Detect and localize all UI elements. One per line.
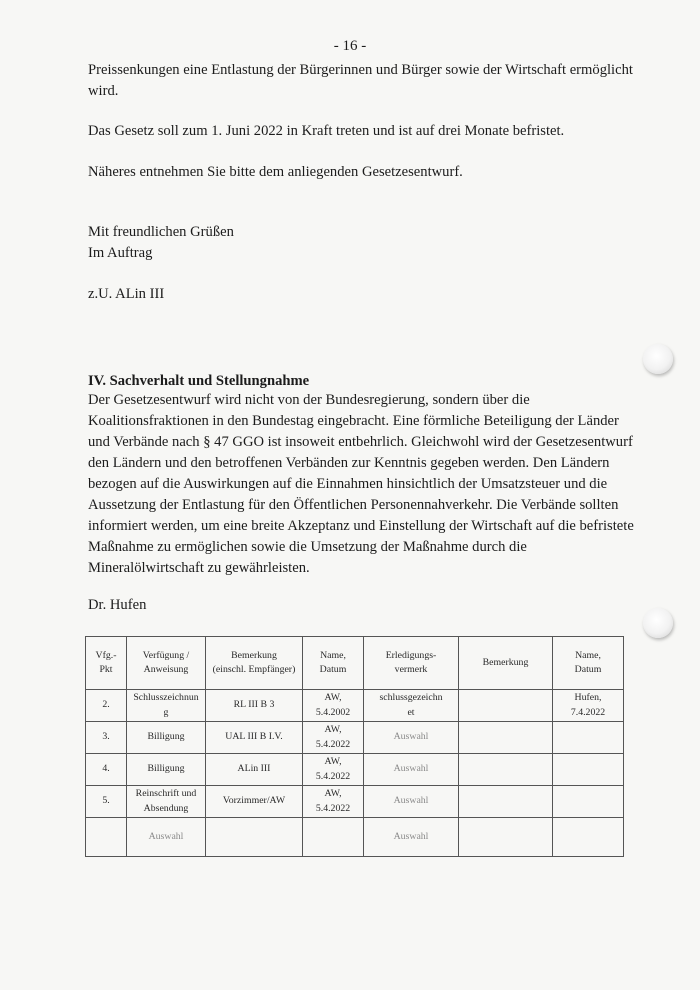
table-cell: Billigung xyxy=(127,722,206,754)
table-cell: 5. xyxy=(86,786,127,818)
section-line: Maßnahme zu ermöglichen sowie die Umsetzung der Maßnahme durch die xyxy=(88,539,527,555)
table-row xyxy=(86,754,624,786)
closing-auftrag: Im Auftrag xyxy=(88,245,153,261)
auswahl-dropdown[interactable]: Auswahl xyxy=(364,722,459,754)
punch-hole xyxy=(643,344,673,374)
table-row xyxy=(86,818,624,857)
table-cell xyxy=(206,818,303,857)
table-cell xyxy=(86,818,127,857)
table-cell: 4. xyxy=(86,754,127,786)
table-row xyxy=(86,722,624,754)
section-line: bezogen auf die Auswirkungen auf die Einnahmen hinsichtlich der Umsatzsteuer und die xyxy=(88,476,608,492)
author-name: Dr. Hufen xyxy=(88,597,147,613)
table-cell: Billigung xyxy=(127,754,206,786)
section-heading: IV. Sachverhalt und Stellungnahme xyxy=(88,373,310,389)
table-cell: 2. xyxy=(86,690,127,722)
closing-signer: z.U. ALin III xyxy=(88,286,165,302)
header-cell: Vfg.- Pkt xyxy=(86,637,127,690)
table-cell: AW, 5.4.2022 xyxy=(303,786,364,818)
punch-hole xyxy=(643,608,673,638)
table-cell: ALin III xyxy=(206,754,303,786)
disposition-table xyxy=(85,636,624,857)
section-line: den Ländern und den betroffenen Verbänden zur Kenntnis gegeben werden. Den Ländern xyxy=(88,455,610,471)
paragraph-line: Preissenkungen eine Entlastung der Bürgerinnen und Bürger sowie der Wirtschaft ermöglicht xyxy=(88,62,633,78)
table-cell xyxy=(459,690,553,722)
table-cell xyxy=(553,786,624,818)
auswahl-dropdown[interactable]: Auswahl xyxy=(364,818,459,857)
section-line: Mineralölwirtschaft zu gewährleisten. xyxy=(88,560,310,576)
auswahl-dropdown[interactable]: Auswahl xyxy=(127,818,206,857)
header-cell: Name, Datum xyxy=(553,637,624,690)
section-line: Koalitionsfraktionen in den Bundestag eingebracht. Eine förmliche Beteiligung der Länder xyxy=(88,413,619,429)
table-row xyxy=(86,690,624,722)
table-cell: UAL III B I.V. xyxy=(206,722,303,754)
table-cell xyxy=(553,722,624,754)
table-cell: AW, 5.4.2022 xyxy=(303,754,364,786)
section-line: Aussetzung der Entlastung für den Öffentlichen Personennahverkehr. Die Verbände sollten xyxy=(88,497,619,513)
table-cell: Schlusszeichnun g xyxy=(127,690,206,722)
table-cell xyxy=(459,818,553,857)
table-cell xyxy=(553,818,624,857)
auswahl-dropdown[interactable]: Auswahl xyxy=(364,786,459,818)
paragraph-reference: Näheres entnehmen Sie bitte dem anliegenden Gesetzesentwurf. xyxy=(88,164,463,180)
section-line: und Verbände nach § 47 GGO ist insoweit entbehrlich. Gleichwohl wird der Gesetzesentwurf xyxy=(88,434,633,450)
table-cell: RL III B 3 xyxy=(206,690,303,722)
closing-greeting: Mit freundlichen Grüßen xyxy=(88,224,234,240)
page-number: - 16 - xyxy=(333,38,367,54)
table-cell xyxy=(459,754,553,786)
header-cell: Bemerkung (einschl. Empfänger) xyxy=(206,637,303,690)
header-cell: Name, Datum xyxy=(303,637,364,690)
header-cell: Erledigungs- vermerk xyxy=(364,637,459,690)
table-cell xyxy=(303,818,364,857)
table-cell: AW, 5.4.2022 xyxy=(303,722,364,754)
header-cell: Verfügung / Anweisung xyxy=(127,637,206,690)
section-line: Der Gesetzesentwurf wird nicht von der Bundesregierung, sondern über die xyxy=(88,392,530,408)
table-cell: 3. xyxy=(86,722,127,754)
auswahl-dropdown[interactable]: Auswahl xyxy=(364,754,459,786)
header-cell: Bemerkung xyxy=(459,637,553,690)
table-cell: Reinschrift und Absendung xyxy=(127,786,206,818)
paragraph-line: wird. xyxy=(88,83,119,99)
table-cell xyxy=(459,786,553,818)
table-cell: AW, 5.4.2002 xyxy=(303,690,364,722)
table-cell xyxy=(553,754,624,786)
table-cell: Vorzimmer/AW xyxy=(206,786,303,818)
table-cell: schlussgezeichn et xyxy=(364,690,459,722)
table-row xyxy=(86,786,624,818)
paragraph-effective-date: Das Gesetz soll zum 1. Juni 2022 in Kraft treten und ist auf drei Monate befristet. xyxy=(88,123,565,139)
section-line: informiert werden, um eine breite Akzeptanz und Einstellung der Wirtschaft auf die befristete xyxy=(88,518,634,534)
table-cell: Hufen, 7.4.2022 xyxy=(553,690,624,722)
table-header-row xyxy=(86,637,624,690)
table-cell xyxy=(459,722,553,754)
